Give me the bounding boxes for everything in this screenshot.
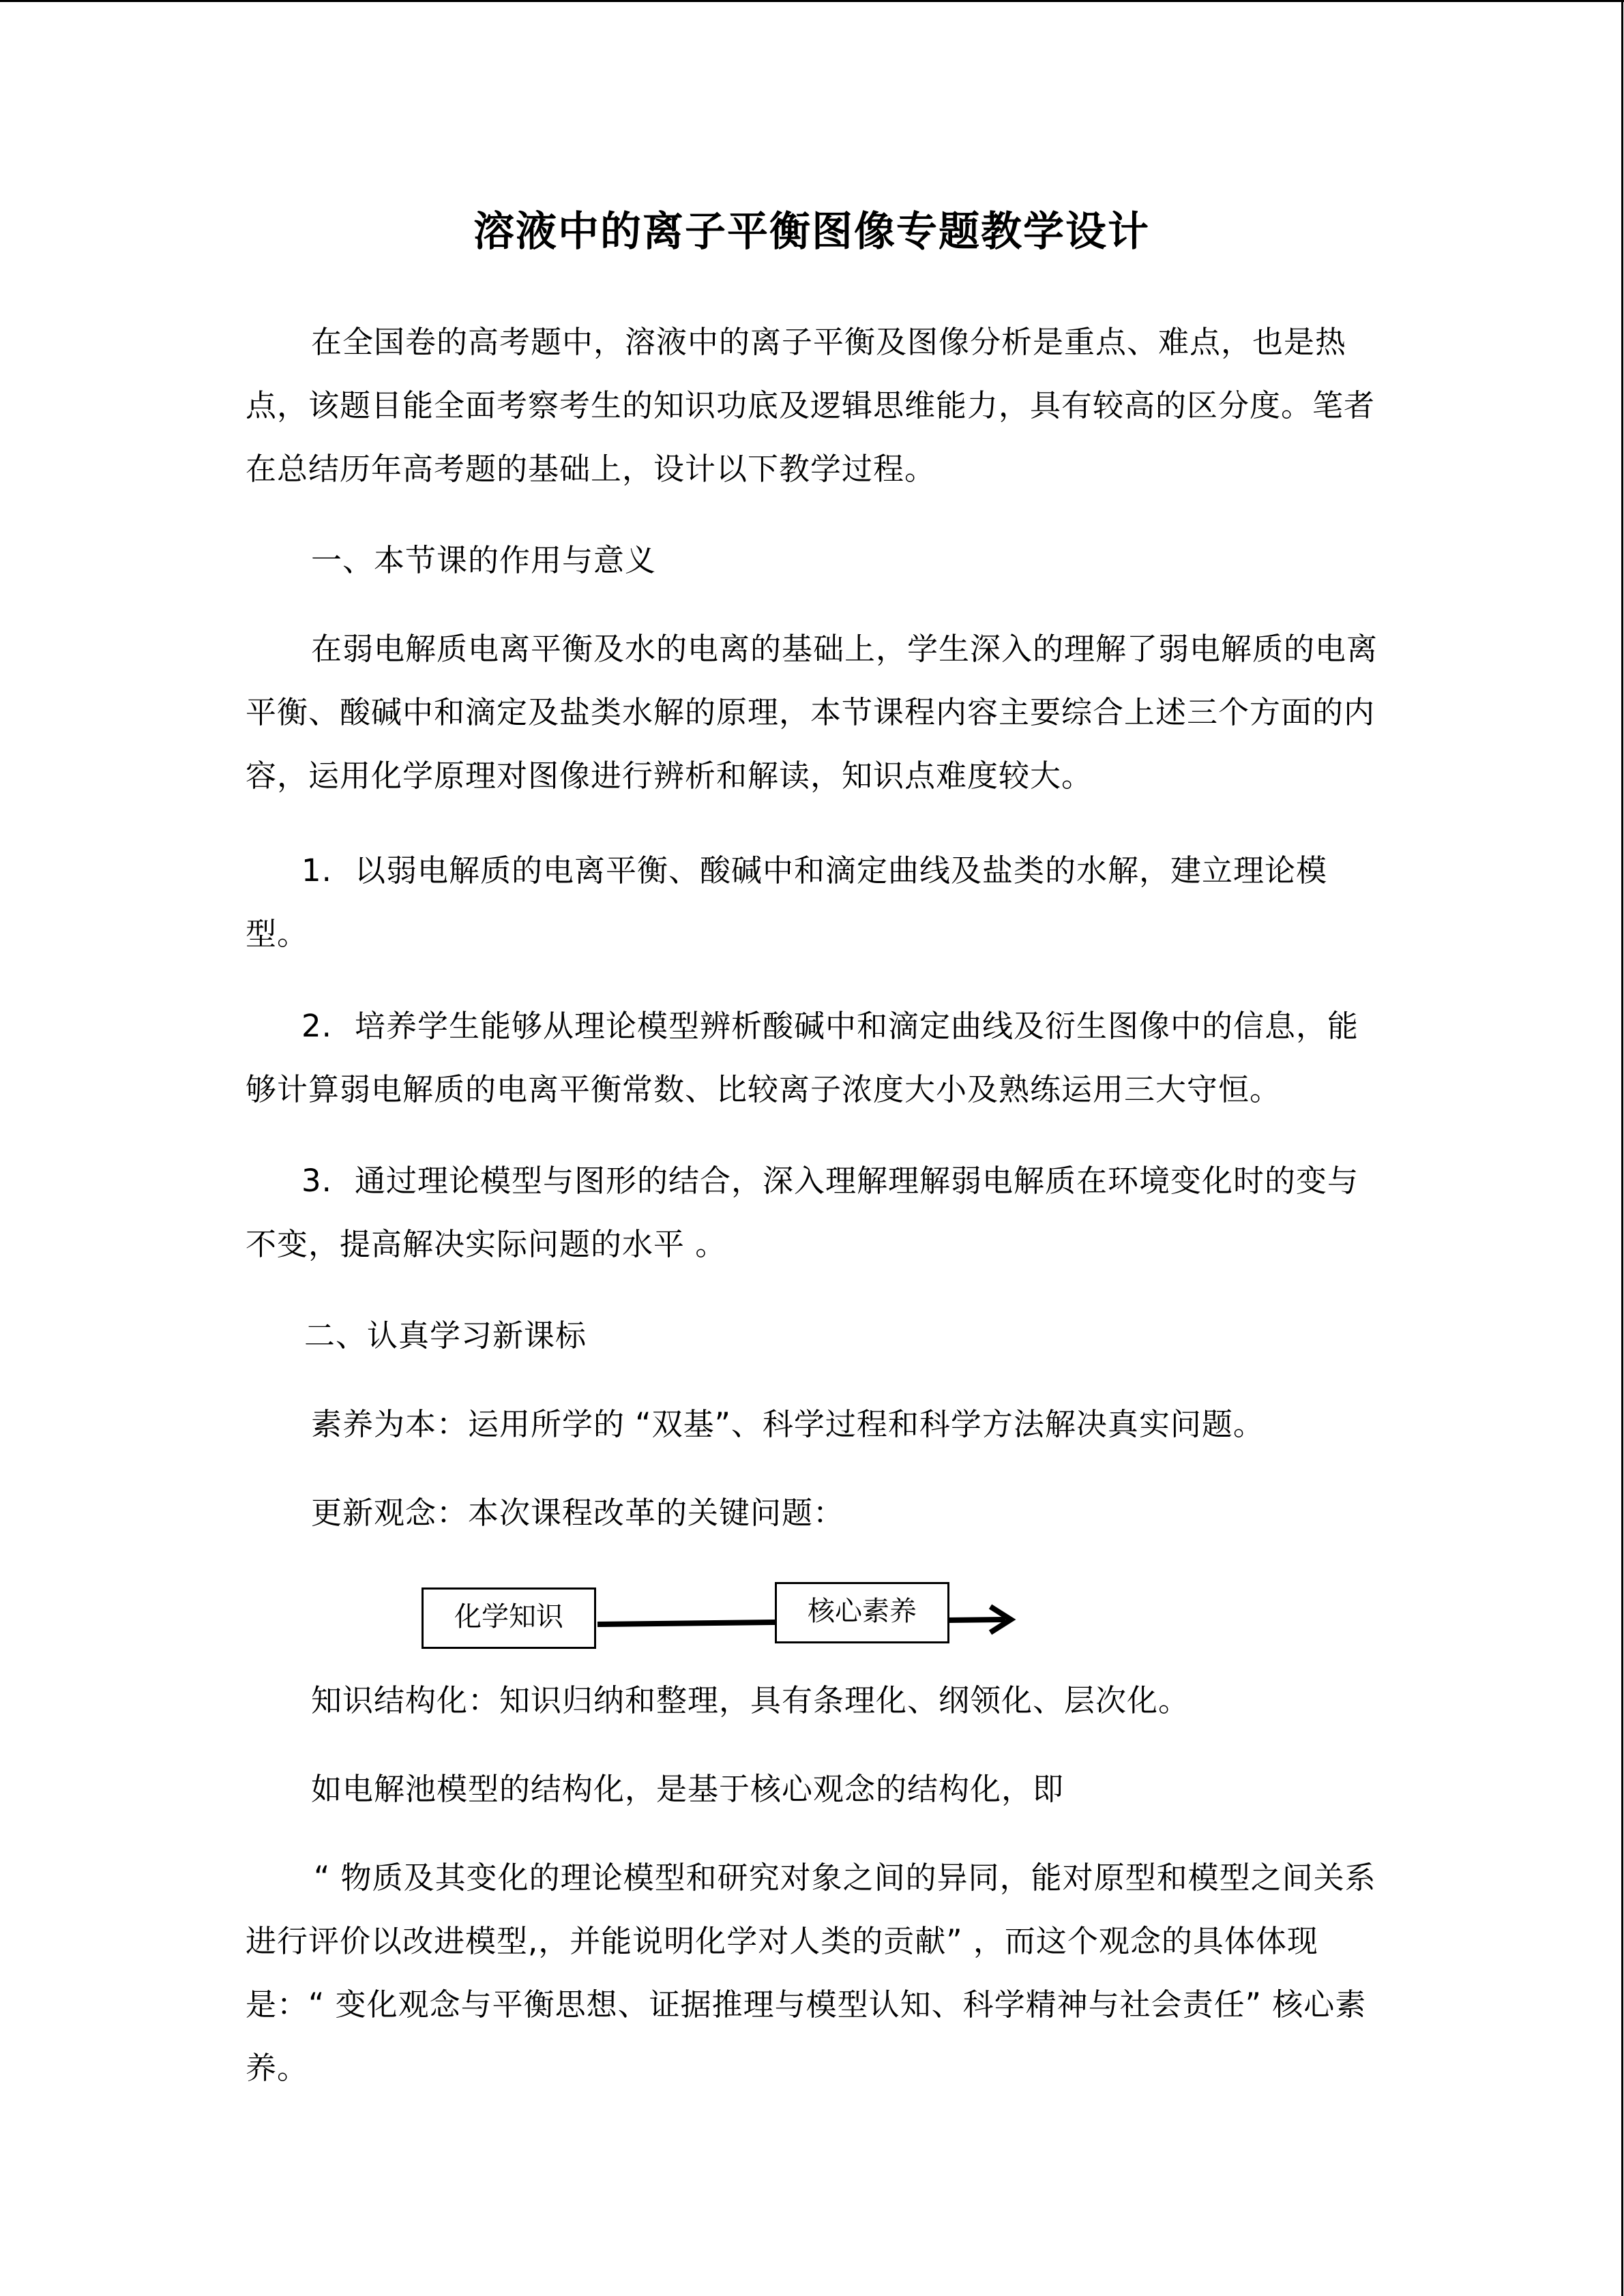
diagram-box-knowledge: 化学知识 (422, 1587, 596, 1649)
item-2-number: 2. (301, 1008, 332, 1044)
quote-paragraph: “ 物质及其变化的理论模型和研究对象之间的异同，能对原型和模型之间关系进行评价以改进模型,，并能说明化学对人类的贡献” ，而这个观念的具体体现是：“ 变化观念与平衡思想、证据推理与模型认知、科学精神与社会责任” 核心素养。 (246, 1860, 1376, 2086)
update-paragraph: 更新观念：本次课程改革的关键问题： (311, 1495, 845, 1531)
page-top-border (0, 0, 1624, 2)
section1-body: 在弱电解质电离平衡及水的电离的基础上，学生深入的理解了弱电解质的电离平衡、酸碱中和滴定及盐类水解的原理，本节课程内容主要综合上述三个方面的内容，运用化学原理对图像进行辨析和解读，知识点难度较大。 (246, 631, 1378, 794)
item-3-text: 通过理论模型与图形的结合，深入理解理解弱电解质在环境变化时的变与不变，提高解决实际问题的水平 。 (246, 1163, 1359, 1262)
section1-item-3 (246, 1149, 1378, 1276)
item-1-number: 1. (301, 852, 332, 889)
item-2-text: 培养学生能够从理论模型辨析酸碱中和滴定曲线及衍生图像中的信息，能够计算弱电解质的电离平衡常数、比较离子浓度大小及熟练运用三大守恒。 (246, 1008, 1359, 1107)
structure-paragraph: 知识结构化：知识归纳和整理，具有条理化、纲领化、层次化。 (311, 1682, 1190, 1718)
intro-paragraph: 在全国卷的高考题中，溶液中的离子平衡及图像分析是重点、难点，也是热点，该题目能全面考察考生的知识功底及逻辑思维能力，具有较高的区分度。笔者在总结历年高考题的基础上，设计以下教学过程。 (246, 324, 1376, 487)
item-1-text: 以弱电解质的电离平衡、酸碱中和滴定曲线及盐类的水解，建立理论模型。 (246, 852, 1328, 952)
item-3-number: 3. (301, 1163, 332, 1199)
page-right-border (1621, 0, 1623, 2296)
literacy-paragraph: 素养为本：运用所学的 “双基”、科学过程和科学方法解决真实问题。 (311, 1406, 1265, 1442)
example-paragraph: 如电解池模型的结构化，是基于核心观念的结构化，即 (311, 1771, 1065, 1807)
section2-heading: 二、认真学习新课标 (304, 1317, 587, 1354)
diagram-box-literacy: 核心素养 (775, 1582, 949, 1643)
section1-item-2 (246, 994, 1378, 1121)
section1-heading: 一、本节课的作用与意义 (311, 542, 657, 578)
concept-diagram (246, 1575, 1378, 1657)
section1-item-1 (246, 839, 1378, 966)
document-title: 溶液中的离子平衡图像专题教学设计 (473, 208, 1150, 256)
